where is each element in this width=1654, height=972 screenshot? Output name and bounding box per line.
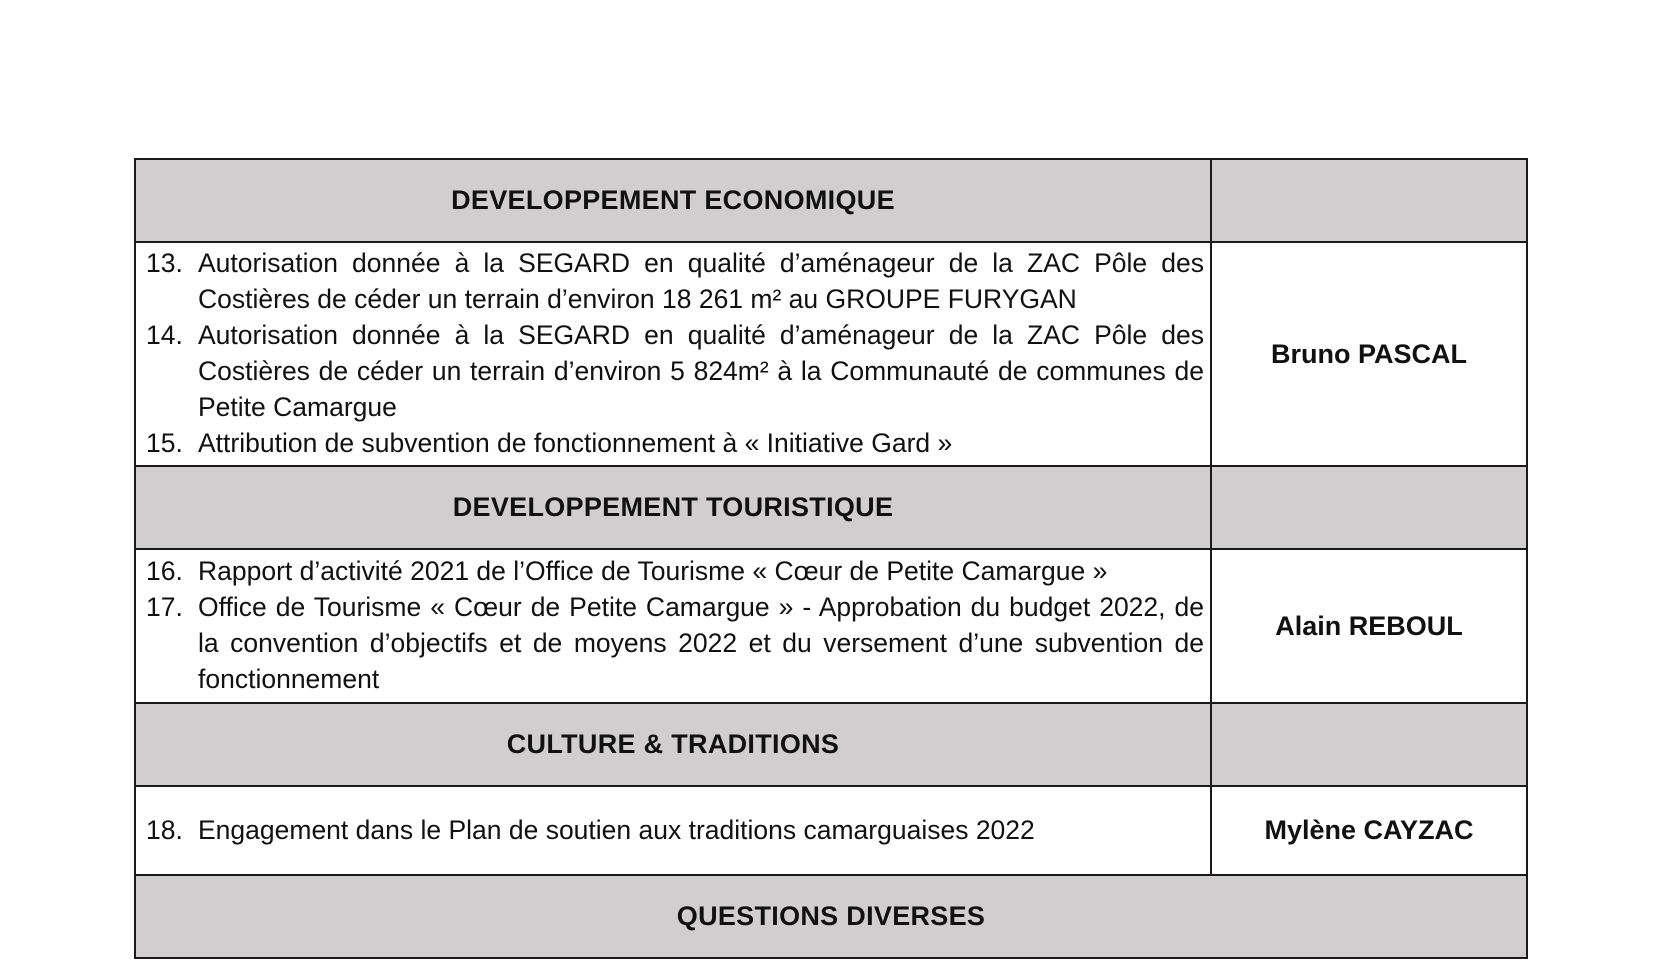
item-text: Autorisation donnée à la SEGARD en qualité d’aménageur de la ZAC Pôle des Costières de céder un terrain d’environ 18 261 m² au GROUPE FURYGAN (198, 248, 1204, 314)
items-cell (135, 786, 1211, 875)
section-items-row (135, 242, 1527, 466)
item-text: Rapport d’activité 2021 de l’Office de Tourisme « Cœur de Petite Camargue » (198, 556, 1108, 586)
rapporteur-name: Mylène CAYZAC (1211, 786, 1527, 875)
section-header-empty-cell (1211, 703, 1527, 786)
agenda-item (146, 812, 1204, 848)
section-header-row (135, 875, 1527, 958)
agenda-item (146, 425, 1204, 461)
agenda-item-list (146, 553, 1204, 697)
item-text: Office de Tourisme « Cœur de Petite Camargue » - Approbation du budget 2022, de la convention d’objectifs et de moyens 2022 et du versement d’une subvention de fonctionnement (198, 592, 1204, 694)
agenda-item (146, 317, 1204, 425)
item-number: 13. (146, 248, 183, 278)
item-text: Attribution de subvention de fonctionnement à « Initiative Gard » (198, 428, 953, 458)
agenda-item-list (146, 245, 1204, 461)
rapporteur-name: Alain REBOUL (1211, 549, 1527, 703)
agenda-item (146, 553, 1204, 589)
agenda-item (146, 245, 1204, 317)
section-header-row (135, 703, 1527, 786)
rapporteur-name: Bruno PASCAL (1211, 242, 1527, 466)
section-items-row (135, 786, 1527, 875)
section-header-empty-cell (1211, 466, 1527, 549)
section-header-row (135, 466, 1527, 549)
item-number: 16. (146, 556, 183, 586)
section-items-row (135, 549, 1527, 703)
agenda-item-list (146, 812, 1204, 848)
section-title: DEVELOPPEMENT ECONOMIQUE (135, 159, 1211, 242)
item-number: 15. (146, 428, 183, 458)
item-text: Engagement dans le Plan de soutien aux traditions camarguaises 2022 (198, 814, 1035, 845)
item-number: 18. (146, 814, 183, 845)
section-title: DEVELOPPEMENT TOURISTIQUE (135, 466, 1211, 549)
items-cell (135, 242, 1211, 466)
section-header-row (135, 159, 1527, 242)
item-text: Autorisation donnée à la SEGARD en qualité d’aménageur de la ZAC Pôle des Costières de céder un terrain d’environ 5 824m² à la Communauté de communes de Petite Camargue (198, 320, 1204, 422)
agenda-table (134, 158, 1528, 959)
section-header-empty-cell (1211, 159, 1527, 242)
item-number: 17. (146, 592, 183, 622)
section-title: QUESTIONS DIVERSES (135, 875, 1527, 958)
items-cell (135, 549, 1211, 703)
item-number: 14. (146, 320, 183, 350)
section-title: CULTURE & TRADITIONS (135, 703, 1211, 786)
agenda-item (146, 589, 1204, 697)
